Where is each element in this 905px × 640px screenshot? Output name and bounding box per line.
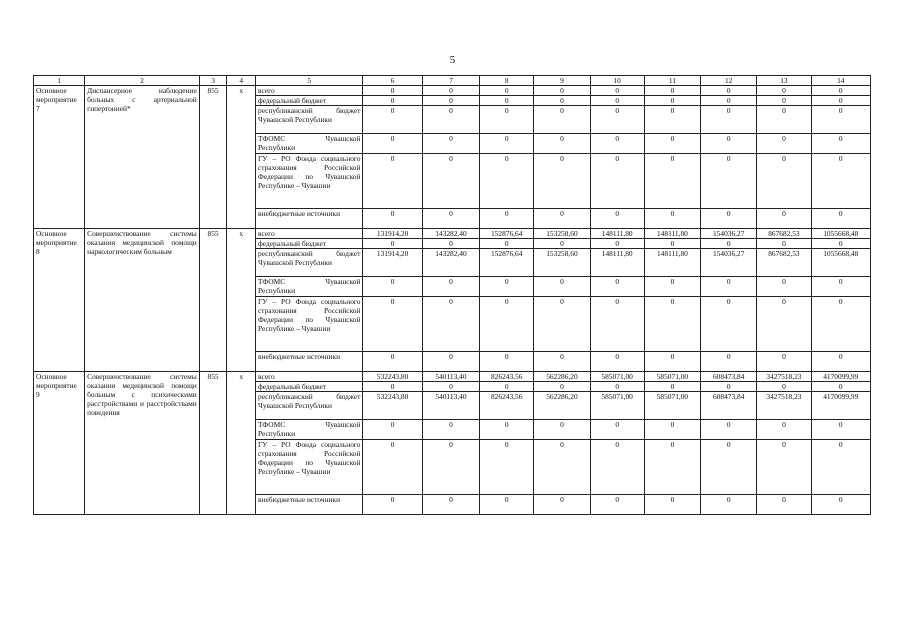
amount-cell: 0 — [644, 86, 700, 96]
amount-cell: 0 — [757, 420, 811, 440]
column-4-mark: x — [227, 86, 256, 229]
amount-cell: 0 — [757, 134, 811, 154]
amount-cell: 0 — [480, 134, 534, 154]
amount-cell: 0 — [757, 352, 811, 372]
amount-cell: 0 — [534, 239, 590, 249]
amount-cell: 153258,60 — [534, 229, 590, 239]
amount-cell: 143282,40 — [422, 229, 479, 239]
amount-cell: 0 — [757, 209, 811, 229]
page-number: 5 — [449, 54, 456, 66]
column-4-mark: x — [227, 229, 256, 372]
funding-source: внебюджетные источники — [256, 352, 363, 372]
amount-cell: 0 — [590, 495, 644, 515]
amount-cell: 0 — [534, 297, 590, 352]
amount-cell: 0 — [534, 277, 590, 297]
amount-cell: 0 — [590, 277, 644, 297]
amount-cell: 3427518,23 — [757, 372, 811, 382]
amount-cell: 0 — [422, 297, 479, 352]
amount-cell: 0 — [534, 134, 590, 154]
amount-cell: 0 — [534, 420, 590, 440]
amount-cell: 148111,80 — [590, 229, 644, 239]
amount-cell: 0 — [701, 209, 757, 229]
header-cell: 9 — [534, 76, 590, 86]
amount-cell: 0 — [480, 86, 534, 96]
amount-cell: 0 — [757, 86, 811, 96]
amount-cell: 0 — [534, 96, 590, 106]
amount-cell: 4170099,99 — [811, 392, 870, 420]
amount-cell: 0 — [811, 495, 870, 515]
amount-cell: 143282,40 — [422, 249, 479, 277]
event-label: Основное мероприятие 7 — [34, 86, 85, 229]
amount-cell: 0 — [422, 239, 479, 249]
amount-cell: 0 — [422, 440, 479, 495]
amount-cell: 0 — [534, 382, 590, 392]
amount-cell: 0 — [480, 382, 534, 392]
budget-table — [33, 75, 871, 515]
amount-cell: 0 — [534, 106, 590, 134]
amount-cell: 0 — [534, 209, 590, 229]
event-name: Диспансерное наблюдение больных с артериальной гипертонией* — [85, 86, 200, 229]
amount-cell: 0 — [422, 420, 479, 440]
amount-cell: 152876,64 — [480, 229, 534, 239]
amount-cell: 0 — [422, 277, 479, 297]
amount-cell: 0 — [363, 154, 422, 209]
amount-cell: 0 — [701, 382, 757, 392]
amount-cell: 0 — [701, 239, 757, 249]
funding-source: ТФОМС Чувашской Республики — [256, 420, 363, 440]
amount-cell: 148111,80 — [590, 249, 644, 277]
amount-cell: 0 — [811, 106, 870, 134]
amount-cell: 0 — [811, 382, 870, 392]
amount-cell: 0 — [644, 154, 700, 209]
amount-cell: 826243,56 — [480, 392, 534, 420]
amount-cell: 0 — [701, 106, 757, 134]
header-cell: 4 — [227, 76, 256, 86]
amount-cell: 0 — [590, 134, 644, 154]
amount-cell: 148111,80 — [644, 229, 700, 239]
amount-cell: 0 — [480, 352, 534, 372]
amount-cell: 0 — [644, 297, 700, 352]
funding-source: всего — [256, 86, 363, 96]
funding-source: республиканский бюджет Чувашской Республики — [256, 392, 363, 420]
budget-code: 855 — [199, 372, 227, 515]
event-name: Совершенствование системы оказания медицинской помощи больным с психическими расстройствами и расстройствами поведения — [85, 372, 200, 515]
amount-cell: 0 — [363, 239, 422, 249]
amount-cell: 154036,27 — [701, 229, 757, 239]
amount-cell: 0 — [363, 277, 422, 297]
amount-cell: 540113,40 — [422, 392, 479, 420]
amount-cell: 0 — [590, 239, 644, 249]
amount-cell: 0 — [534, 440, 590, 495]
amount-cell: 0 — [363, 106, 422, 134]
amount-cell: 0 — [590, 440, 644, 495]
amount-cell: 0 — [422, 495, 479, 515]
funding-source: ГУ – РО Фонда социального страхования Российской Федерации по Чувашской Республике – Чувашии — [256, 297, 363, 352]
header-cell: 3 — [199, 76, 227, 86]
amount-cell: 0 — [701, 277, 757, 297]
amount-cell: 0 — [422, 106, 479, 134]
funding-source: всего — [256, 229, 363, 239]
amount-cell: 0 — [363, 86, 422, 96]
funding-source: внебюджетные источники — [256, 495, 363, 515]
column-4-mark: x — [227, 372, 256, 515]
amount-cell: 0 — [757, 96, 811, 106]
amount-cell: 0 — [701, 154, 757, 209]
amount-cell: 0 — [701, 86, 757, 96]
amount-cell: 148111,80 — [644, 249, 700, 277]
header-cell: 8 — [480, 76, 534, 86]
amount-cell: 0 — [701, 134, 757, 154]
amount-cell: 0 — [701, 352, 757, 372]
amount-cell: 0 — [757, 495, 811, 515]
amount-cell: 608473,84 — [701, 392, 757, 420]
amount-cell: 0 — [590, 420, 644, 440]
amount-cell: 0 — [590, 209, 644, 229]
amount-cell: 131914,20 — [363, 249, 422, 277]
amount-cell: 0 — [644, 209, 700, 229]
amount-cell: 0 — [644, 106, 700, 134]
amount-cell: 0 — [811, 420, 870, 440]
amount-cell: 0 — [811, 277, 870, 297]
amount-cell: 0 — [534, 86, 590, 96]
amount-cell: 3427518,23 — [757, 392, 811, 420]
amount-cell: 0 — [422, 352, 479, 372]
amount-cell: 0 — [363, 495, 422, 515]
amount-cell: 0 — [363, 420, 422, 440]
amount-cell: 0 — [534, 495, 590, 515]
header-cell: 11 — [644, 76, 700, 86]
amount-cell: 152876,64 — [480, 249, 534, 277]
funding-source: ГУ – РО Фонда социального страхования Российской Федерации по Чувашской Республике – Чувашии — [256, 440, 363, 495]
amount-cell: 0 — [757, 277, 811, 297]
amount-cell: 0 — [590, 106, 644, 134]
amount-cell: 0 — [701, 297, 757, 352]
funding-source: республиканский бюджет Чувашской Республики — [256, 106, 363, 134]
amount-cell: 154036,27 — [701, 249, 757, 277]
amount-cell: 0 — [422, 86, 479, 96]
amount-cell: 0 — [590, 86, 644, 96]
amount-cell: 0 — [363, 134, 422, 154]
header-cell: 5 — [256, 76, 363, 86]
funding-source: федеральный бюджет — [256, 96, 363, 106]
amount-cell: 0 — [811, 86, 870, 96]
amount-cell: 0 — [644, 495, 700, 515]
amount-cell: 0 — [422, 209, 479, 229]
amount-cell: 585071,00 — [644, 392, 700, 420]
funding-source: внебюджетные источники — [256, 209, 363, 229]
amount-cell: 0 — [644, 96, 700, 106]
amount-cell: 0 — [811, 297, 870, 352]
amount-cell: 867682,53 — [757, 249, 811, 277]
table-row — [34, 372, 871, 382]
amount-cell: 0 — [757, 440, 811, 495]
amount-cell: 0 — [422, 154, 479, 209]
amount-cell: 0 — [480, 154, 534, 209]
amount-cell: 0 — [811, 239, 870, 249]
amount-cell: 0 — [644, 239, 700, 249]
funding-source: ГУ – РО Фонда социального страхования Российской Федерации по Чувашской Республике – Чувашии — [256, 154, 363, 209]
header-cell: 14 — [811, 76, 870, 86]
amount-cell: 0 — [644, 440, 700, 495]
amount-cell: 0 — [480, 106, 534, 134]
amount-cell: 867682,53 — [757, 229, 811, 239]
amount-cell: 0 — [644, 420, 700, 440]
funding-source: республиканский бюджет Чувашской Республики — [256, 249, 363, 277]
amount-cell: 0 — [757, 297, 811, 352]
header-row — [34, 76, 871, 86]
amount-cell: 0 — [422, 96, 479, 106]
amount-cell: 0 — [480, 239, 534, 249]
amount-cell: 0 — [701, 420, 757, 440]
amount-cell: 608473,84 — [701, 372, 757, 382]
amount-cell: 0 — [480, 209, 534, 229]
amount-cell: 0 — [363, 440, 422, 495]
amount-cell: 826243,56 — [480, 372, 534, 382]
amount-cell: 0 — [644, 352, 700, 372]
amount-cell: 4170099,99 — [811, 372, 870, 382]
header-cell: 2 — [85, 76, 200, 86]
header-cell: 6 — [363, 76, 422, 86]
amount-cell: 0 — [590, 96, 644, 106]
amount-cell: 0 — [757, 106, 811, 134]
amount-cell: 131914,20 — [363, 229, 422, 239]
amount-cell: 0 — [757, 239, 811, 249]
amount-cell: 0 — [363, 209, 422, 229]
event-label: Основное мероприятие 9 — [34, 372, 85, 515]
event-label: Основное мероприятие 8 — [34, 229, 85, 372]
amount-cell: 0 — [422, 134, 479, 154]
amount-cell: 0 — [534, 352, 590, 372]
header-cell: 1 — [34, 76, 85, 86]
amount-cell: 153258,60 — [534, 249, 590, 277]
budget-code: 855 — [199, 86, 227, 229]
amount-cell: 0 — [644, 134, 700, 154]
amount-cell: 1055668,48 — [811, 229, 870, 239]
amount-cell: 0 — [811, 96, 870, 106]
funding-source: всего — [256, 372, 363, 382]
header-cell: 7 — [422, 76, 479, 86]
amount-cell: 0 — [422, 382, 479, 392]
amount-cell: 0 — [480, 96, 534, 106]
event-name: Совершенствование системы оказания медицинской помощи наркологическим больным — [85, 229, 200, 372]
amount-cell: 0 — [811, 440, 870, 495]
header-cell: 10 — [590, 76, 644, 86]
amount-cell: 0 — [534, 154, 590, 209]
amount-cell: 0 — [480, 277, 534, 297]
amount-cell: 540113,40 — [422, 372, 479, 382]
header-cell: 13 — [757, 76, 811, 86]
amount-cell: 0 — [811, 154, 870, 209]
amount-cell: 532243,80 — [363, 372, 422, 382]
amount-cell: 0 — [701, 96, 757, 106]
table-row — [34, 86, 871, 96]
amount-cell: 1055668,48 — [811, 249, 870, 277]
funding-source: ТФОМС Чувашской Республики — [256, 134, 363, 154]
amount-cell: 0 — [644, 277, 700, 297]
header-cell: 12 — [701, 76, 757, 86]
amount-cell: 0 — [701, 440, 757, 495]
amount-cell: 0 — [701, 495, 757, 515]
amount-cell: 0 — [757, 154, 811, 209]
funding-source: федеральный бюджет — [256, 382, 363, 392]
amount-cell: 0 — [363, 352, 422, 372]
amount-cell: 0 — [590, 297, 644, 352]
amount-cell: 0 — [363, 96, 422, 106]
amount-cell: 0 — [480, 297, 534, 352]
amount-cell: 0 — [480, 495, 534, 515]
amount-cell: 0 — [590, 154, 644, 209]
amount-cell: 585071,00 — [644, 372, 700, 382]
funding-source: ТФОМС Чувашской Республики — [256, 277, 363, 297]
amount-cell: 0 — [811, 134, 870, 154]
amount-cell: 562286,20 — [534, 392, 590, 420]
amount-cell: 562286,20 — [534, 372, 590, 382]
budget-code: 855 — [199, 229, 227, 372]
amount-cell: 585071,00 — [590, 392, 644, 420]
table-row — [34, 229, 871, 239]
amount-cell: 0 — [363, 297, 422, 352]
amount-cell: 0 — [480, 420, 534, 440]
amount-cell: 0 — [590, 352, 644, 372]
amount-cell: 532243,80 — [363, 392, 422, 420]
amount-cell: 0 — [644, 382, 700, 392]
amount-cell: 0 — [363, 382, 422, 392]
amount-cell: 585071,00 — [590, 372, 644, 382]
amount-cell: 0 — [480, 440, 534, 495]
amount-cell: 0 — [590, 382, 644, 392]
amount-cell: 0 — [811, 209, 870, 229]
amount-cell: 0 — [757, 382, 811, 392]
funding-source: федеральный бюджет — [256, 239, 363, 249]
amount-cell: 0 — [811, 352, 870, 372]
